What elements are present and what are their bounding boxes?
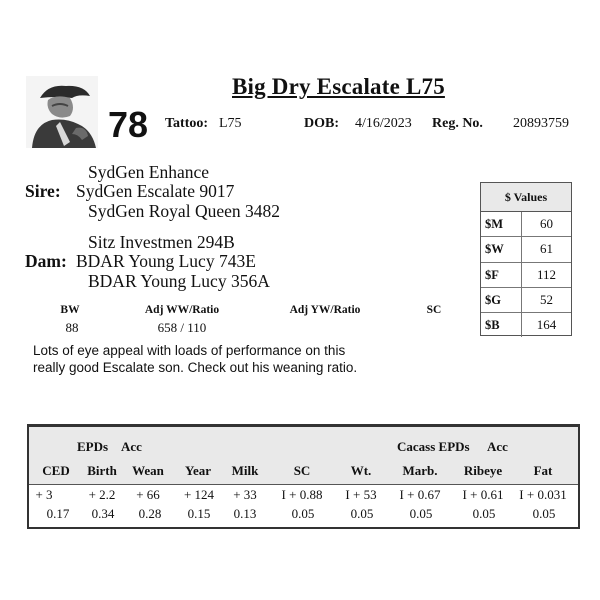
bw-label: BW — [60, 304, 80, 316]
epds-group-label: EPDs — [77, 439, 109, 454]
carcass-acc-label: Acc — [487, 439, 508, 454]
dollar-value-row — [481, 237, 571, 262]
dob-value: 4/16/2023 — [355, 116, 412, 131]
carcass-epds-group-label: Cacass EPDs — [397, 439, 470, 454]
dollar-value: 112 — [536, 266, 557, 282]
epd-column-header: CED — [42, 463, 70, 478]
epd-column-header: Wt. — [350, 463, 372, 478]
epd-accuracy: 0.05 — [472, 506, 496, 521]
epd-value: + 3 — [35, 487, 53, 502]
epd-accuracy: 0.17 — [46, 506, 70, 521]
epd-column-header: Birth — [87, 463, 117, 478]
epd-accuracy: 0.28 — [138, 506, 162, 521]
dam-name: BDAR Young Lucy 743E — [76, 251, 256, 271]
epd-accuracy: 0.05 — [350, 506, 374, 521]
dam-dam-name: BDAR Young Lucy 356A — [88, 271, 270, 291]
comment-line-2: really good Escalate son. Check out his weaning ratio. — [33, 360, 358, 375]
dam-label: Dam: — [25, 251, 67, 271]
dollar-value-row — [481, 288, 571, 313]
epd-value: I + 53 — [345, 487, 377, 502]
epd-column-header: SC — [293, 463, 311, 478]
animal-name-title: Big Dry Escalate L75 — [232, 74, 445, 99]
epd-column-header: Ribeye — [463, 463, 503, 478]
epds-acc-label: Acc — [121, 439, 142, 454]
dam-sire-name: Sitz Investmen 294B — [88, 232, 235, 252]
dollar-value: 60 — [540, 216, 553, 231]
sale-comment — [33, 342, 393, 376]
dollar-values-title: $ Values — [481, 183, 571, 212]
epd-column-header: Wean — [132, 463, 164, 478]
bull-owner-photo — [26, 76, 98, 148]
sc-label: SC — [426, 304, 442, 316]
epd-column-header: Marb. — [402, 463, 438, 478]
dollar-value-label: $F — [481, 263, 522, 287]
epd-value: I + 0.67 — [399, 487, 441, 502]
reg-no-label: Reg. No. — [432, 116, 483, 131]
dollar-value-label: $W — [481, 237, 522, 261]
bw-value: 88 — [65, 320, 79, 335]
epd-column-header: Milk — [231, 463, 259, 478]
sire-name: SydGen Escalate 9017 — [76, 181, 235, 201]
epd-accuracy: 0.34 — [91, 506, 115, 521]
epd-value: I + 0.031 — [519, 487, 567, 502]
epd-column-header: Fat — [533, 463, 553, 478]
sire-label: Sire: — [25, 181, 61, 201]
lot-number: 78 — [108, 104, 149, 145]
epd-table — [27, 424, 580, 529]
sire-dam-name: SydGen Royal Queen 3482 — [88, 201, 280, 221]
epd-value: I + 0.61 — [462, 487, 504, 502]
dob-label: DOB: — [304, 116, 339, 131]
dollar-value-label: $M — [481, 212, 522, 236]
tattoo-label: Tattoo: — [165, 116, 209, 131]
comment-line-1: Lots of eye appeal with loads of performance on this — [33, 343, 346, 358]
epd-value: + 124 — [183, 487, 215, 502]
dollar-value-label: $B — [481, 313, 522, 337]
epd-value: + 66 — [136, 487, 160, 502]
dollar-value-row — [481, 313, 571, 337]
epd-column-header: Year — [185, 463, 211, 478]
epd-accuracy: 0.05 — [409, 506, 433, 521]
reg-no-value: 20893759 — [513, 116, 569, 131]
epd-accuracy: 0.15 — [187, 506, 211, 521]
dollar-value: 52 — [540, 291, 553, 307]
adj-ww-label: Adj WW/Ratio — [144, 304, 220, 316]
sire-sire-name: SydGen Enhance — [88, 162, 210, 182]
tattoo-value: L75 — [219, 116, 242, 131]
dollar-value-label: $G — [481, 288, 522, 312]
epd-accuracy: 0.13 — [233, 506, 257, 521]
epd-value: I + 0.88 — [281, 487, 323, 502]
epd-accuracy: 0.05 — [532, 506, 556, 521]
dollar-value: 164 — [536, 317, 557, 333]
dollar-value-row — [481, 263, 571, 288]
epd-accuracy: 0.05 — [291, 506, 315, 521]
epd-value: + 2.2 — [88, 487, 116, 502]
dollar-values-box — [480, 182, 572, 336]
adj-yw-label: Adj YW/Ratio — [289, 304, 361, 316]
dollar-value: 61 — [540, 241, 553, 257]
dollar-value-row — [481, 212, 571, 237]
adj-ww-value: 658 / 110 — [157, 320, 207, 335]
epd-value: + 33 — [233, 487, 257, 502]
